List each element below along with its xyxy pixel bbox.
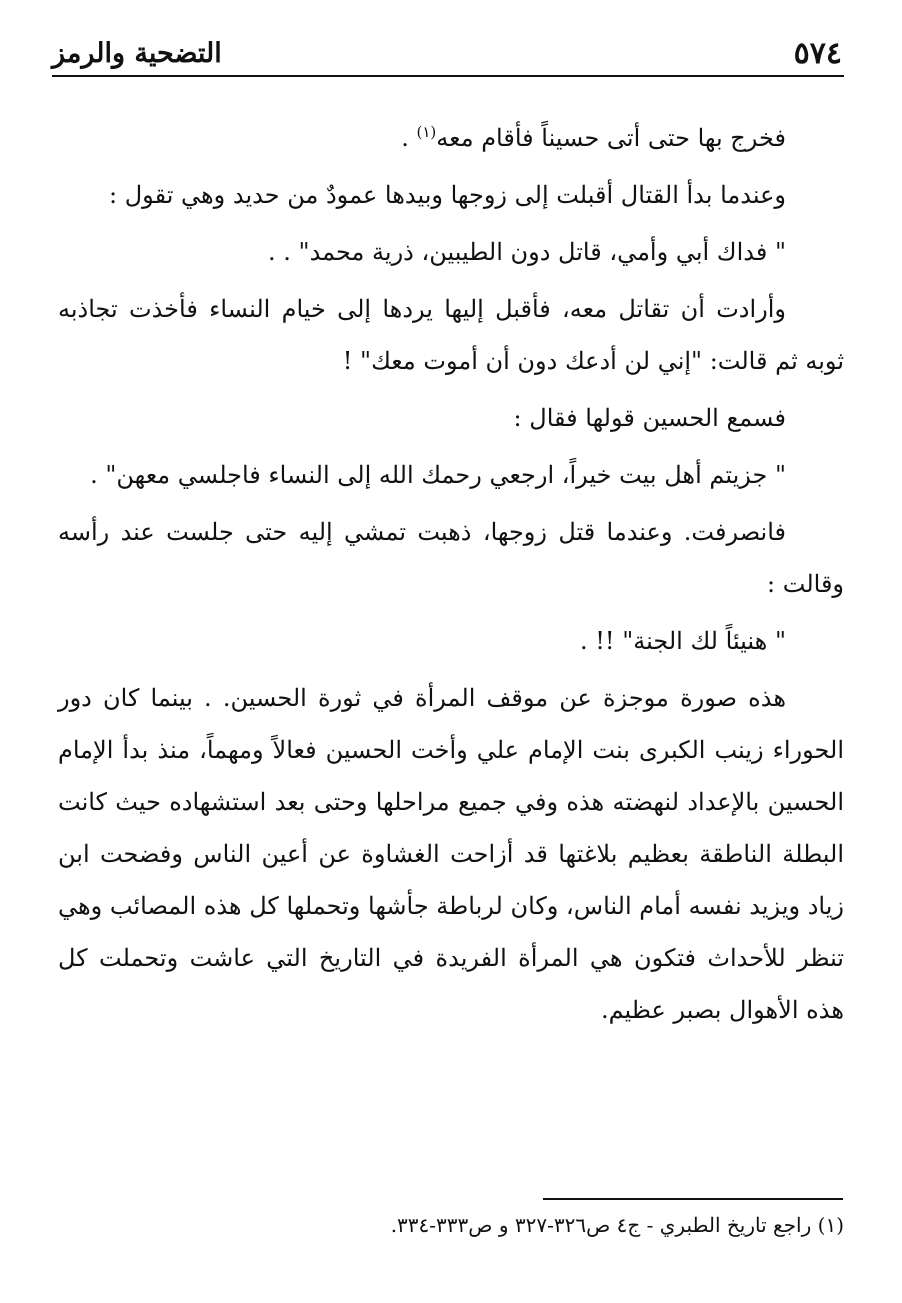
header-rule <box>52 75 844 77</box>
paragraph-5: فسمع الحسين قولها فقال : <box>513 404 786 432</box>
paragraph-1 <box>58 112 844 164</box>
footnote-rule <box>543 1198 843 1200</box>
paragraph-2: وعندما بدأ القتال أقبلت إلى زوجها وبيدها عمودٌ من حديد وهي تقول : <box>109 181 786 209</box>
paragraph-9: هذه صورة موجزة عن موقف المرأة في ثورة الحسين. . بينما كان دور الحوراء زينب الكبرى بنت الإمام علي وأخت الحسين فعالاً ومهماً، منذ بدأ الإمام الحسين بالإعداد لنهضته هذه وفي جميع مراحلها وحتى بعد استشهاده حيث كانت البطلة الناطقة بعظيم بلاغتها قد أزاحت الغشاوة عن أعين الناس وفضحت ابن زياد ويزيد نفسه أمام الناس، وكان لرباطة جأشها وتحملها كل هذه المصائب وهي تنظر للأحداث فتكون هي المرأة الفريدة في التاريخ التي عاشت وتحملت كل هذه الأهوال بصبر عظيم. <box>58 684 844 1024</box>
paragraph-8: " هنيئاً لك الجنة" !! . <box>580 627 786 655</box>
page-header <box>52 28 842 74</box>
paragraph-1-tail: . <box>401 124 417 152</box>
paragraph-1-text: فخرج بها حتى أتى حسيناً فأقام معه <box>436 124 786 152</box>
footnote: (١) راجع تاريخ الطبري - ج٤ ص٣٢٦-٣٢٧ و ص٣٣٣-٣٣٤. <box>390 1213 844 1237</box>
paragraph-4: وأرادت أن تقاتل معه، فأقبل إليها يردها إلى خيام النساء فأخذت تجاذبه ثوبه ثم قالت: "إني لن أدعك دون أن أموت معك" ! <box>58 295 844 375</box>
paragraph-6: " جزيتم أهل بيت خيراً، ارجعي رحمك الله إلى النساء فاجلسي معهن" . <box>90 461 786 489</box>
footnote-reference: (١) <box>416 123 437 141</box>
body-text <box>58 112 844 1041</box>
paragraph-3: " فداك أبي وأمي، قاتل دون الطيبين، ذرية محمد" . . <box>268 238 786 266</box>
paragraph-7: فانصرفت. وعندما قتل زوجها، ذهبت تمشي إليه حتى جلست عند رأسه وقالت : <box>58 518 844 598</box>
running-title: التضحية والرمز <box>52 38 222 69</box>
page-number: ٥٧٤ <box>793 36 842 71</box>
